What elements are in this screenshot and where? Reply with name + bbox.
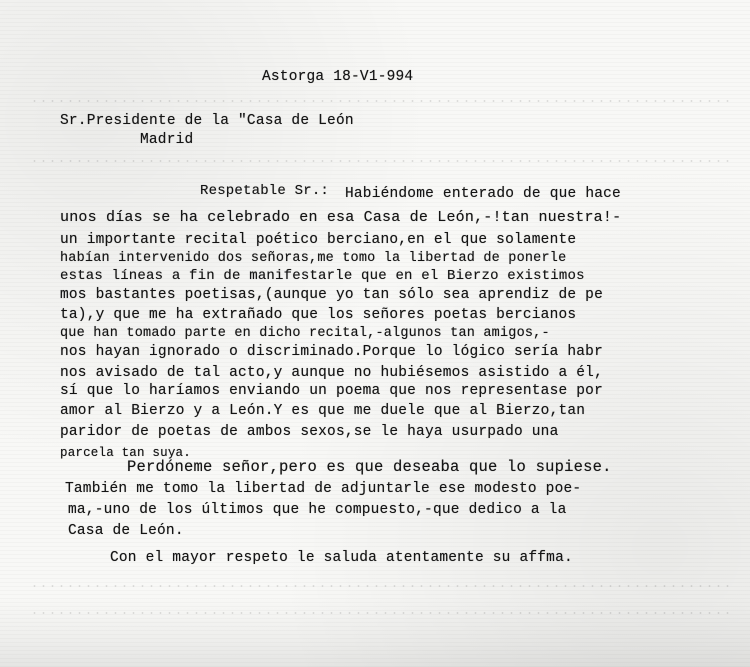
- body-line: habían intervenido dos señoras,me tomo la libertad de ponerle: [60, 251, 567, 266]
- body-line: que han tomado parte en dicho recital,-algunos tan amigos,-: [60, 326, 550, 341]
- body-line: nos avisado de tal acto,y aunque no hubiésemos asistido a él,: [60, 365, 603, 381]
- salutation: Respetable Sr.:: [200, 183, 330, 199]
- body-line: paridor de poetas de ambos sexos,se le haya usurpado una: [60, 424, 559, 440]
- bleed-through-line: [30, 160, 730, 162]
- body-line: un importante recital poético berciano,en el que solamente: [60, 232, 577, 248]
- body-line: ta),y que me ha extrañado que los señores poetas bercianos: [60, 307, 577, 323]
- body-line: Casa de León.: [68, 523, 184, 539]
- bleed-through-line: [30, 585, 730, 587]
- addressee: Sr.Presidente de la "Casa de León: [60, 113, 354, 129]
- paper-shadow: [0, 597, 750, 667]
- body-line: amor al Bierzo y a León.Y es que me duele que al Bierzo,tan: [60, 403, 586, 419]
- body-line: ma,-uno de los últimos que he compuesto,-que dedico a la: [68, 502, 567, 518]
- addressee-city: Madrid: [140, 132, 194, 148]
- body-line: Perdóneme señor,pero es que deseaba que lo supiese.: [127, 458, 612, 476]
- body-line: parcela tan suya.: [60, 446, 191, 460]
- body-line: Habiéndome enterado de que hace: [345, 186, 621, 202]
- body-line: mos bastantes poetisas,(aunque yo tan sólo sea aprendiz de pe: [60, 287, 603, 303]
- body-line: estas líneas a fin de manifestarle que en el Bierzo existimos: [60, 268, 585, 284]
- closing: Con el mayor respeto le saluda atentamente su affma.: [110, 550, 573, 566]
- body-line: unos días se ha celebrado en esa Casa de León,-!tan nuestra!-: [60, 209, 622, 226]
- body-line: También me tomo la libertad de adjuntarle ese modesto poe-: [65, 481, 582, 497]
- place-date: Astorga 18-V1-994: [262, 69, 414, 85]
- body-line: sí que lo haríamos enviando un poema que nos representase por: [60, 383, 603, 399]
- body-line: nos hayan ignorado o discriminado.Porque lo lógico sería habr: [60, 344, 603, 360]
- bleed-through-line: [30, 100, 730, 102]
